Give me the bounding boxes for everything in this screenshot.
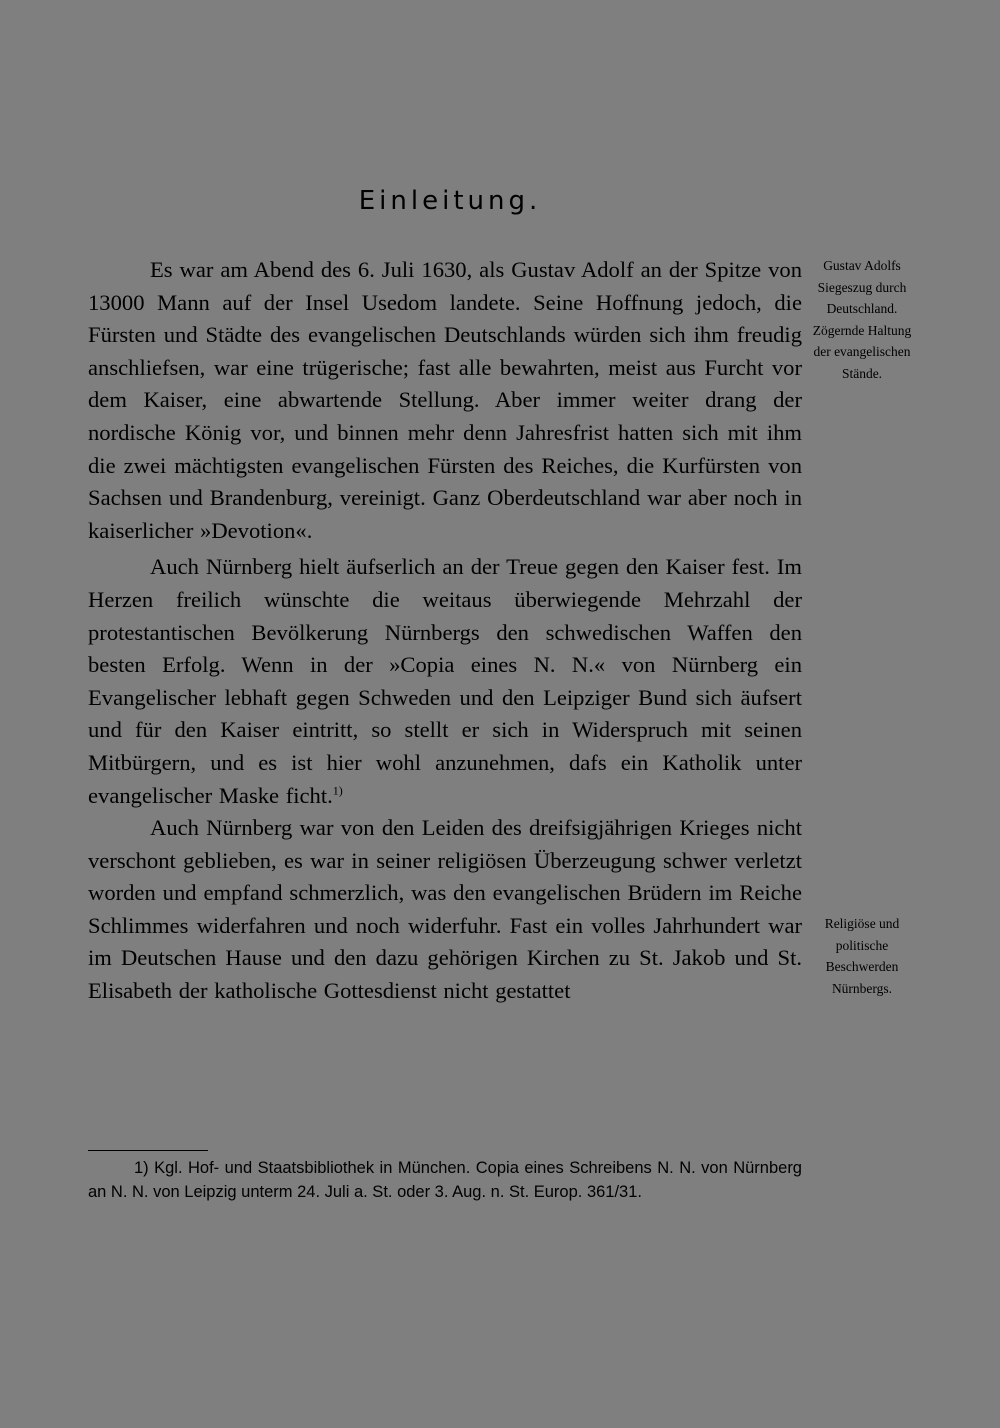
marginal-note-beschwerden: Religiöse und politische Beschwerden Nürnbergs. [824,916,900,996]
main-text [88,254,802,1008]
footnote: 1) Kgl. Hof- und Staatsbibliothek in München. Copia eines Schreibens N. N. von Nürnberg an N. N. von Leipzig unterm 24. Juli a. St. oder 3. Aug. n. St. Europ. 361/31. [88,1159,802,1201]
paragraph-1: Es war am Abend des 6. Juli 1630, als Gustav Adolf an der Spitze von 13000 Mann auf der Insel Usedom landete. Seine Hoffnung jedoch, die Fürsten und Städte des evangelischen Deutschlands würden sich ihm freudig anschliefsen, war eine trügerische; fast alle bewahrten, meist aus Furcht vor dem Kaiser, eine abwartende Stellung. Aber immer weiter drang der nordische König vor, und binnen mehr denn Jahresfrist hatten sich mit ihm die zwei mächtigsten evangelischen Fürsten des Reiches, die Kurfürsten von Sachsen und Brandenburg, vereinigt. Ganz Oberdeutschland war aber noch in kaiserlicher »Devotion«. [88,257,802,543]
paragraph-3: Auch Nürnberg war von den Leiden des dreifsigjährigen Krieges nicht verschont geblieben, es war in seiner religiösen Überzeugung schwer verletzt worden und empfand schmerzlich, was den evangelischen Brüdern im Reiche Schlimmes widerfahren und noch widerfuhr. Fast ein volles Jahrhundert war im Deutschen Hause und den dazu gehörigen Kirchen zu St. Jakob und St. Elisabeth der katholische Gottesdienst nicht gestattet [88,815,802,1004]
footnote-divider [88,1150,208,1151]
footnote-reference: 1) [332,782,343,797]
paragraph-2-text: Auch Nürnberg hielt äufserlich an der Treue gegen den Kaiser fest. Im Herzen freilich wünschte die weitaus überwiegende Mehrzahl der protestantischen Bevölkerung Nürnbergs den schwedischen Waffen den besten Erfolg. Wenn in der »Copia eines N. N.« von Nürnberg ein Evangelischer lebhaft gegen Schweden und den Leipziger Bund sich äufsert und für den Kaiser eintritt, so stellt er sich in Widerspruch mit seinen Mitbürgern, und es ist hier wohl anzunehmen, dafs ein Katholik unter evangelischer Maske ficht. [88,554,802,808]
paragraph-2 [88,551,802,812]
marginal-note-gustav-adolf: Gustav Adolfs Siegeszug durch Deutschland. Zögernde Haltung der evangelischen Stände. [812,258,912,381]
page-title: Einleitung. [358,186,542,216]
